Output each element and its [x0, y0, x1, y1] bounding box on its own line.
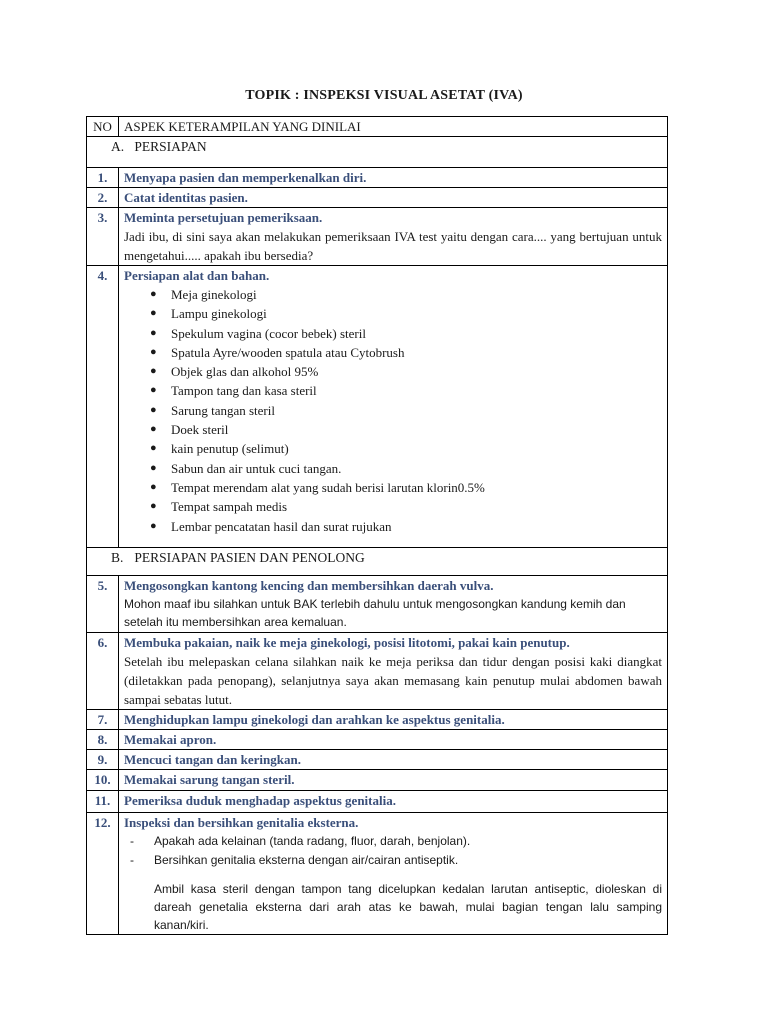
- table-row: [87, 266, 668, 548]
- item-number: 5.: [87, 576, 119, 633]
- table-row: [87, 633, 668, 710]
- item-title: Mengosongkan kantong kencing dan membersihkan daerah vulva.: [124, 578, 494, 593]
- equipment-list: [124, 285, 662, 536]
- item-cell: [119, 813, 668, 935]
- item-title: Menyapa pasien dan memperkenalkan diri.: [119, 168, 668, 188]
- list-item: ● Meja ginekologi: [150, 285, 662, 304]
- list-item: ● Sarung tangan steril: [150, 401, 662, 420]
- item-number: 8.: [87, 730, 119, 750]
- list-item: ● Tempat merendam alat yang sudah berisi larutan klorin0.5%: [150, 478, 662, 497]
- page-title: TOPIK : INSPEKSI VISUAL ASETAT (IVA): [245, 88, 523, 103]
- item-title: Menghidupkan lampu ginekologi dan arahkan ke aspektus genitalia.: [119, 710, 668, 730]
- section-a-row: [87, 137, 668, 168]
- section-b-row: [87, 548, 668, 576]
- item-text: Jadi ibu, di sini saya akan melakukan pemeriksaan IVA test yaitu dengan cara.... yang bertujuan untuk mengetahui..... apakah ibu bersedia?: [124, 229, 662, 263]
- table-row: [87, 770, 668, 791]
- item-title: Meminta persetujuan pemeriksaan.: [124, 210, 323, 225]
- item-cell: [119, 208, 668, 266]
- list-item: ● Lembar pencatatan hasil dan surat rujukan: [150, 517, 662, 536]
- list-item: - Bersihkan genitalia eksterna dengan air/cairan antiseptik.: [130, 851, 662, 870]
- table-row: [87, 576, 668, 633]
- list-item: ● kain penutup (selimut): [150, 439, 662, 458]
- item-title: Catat identitas pasien.: [119, 188, 668, 208]
- section-a-heading: A. PERSIAPAN: [87, 137, 668, 168]
- item-number: 11.: [87, 791, 119, 813]
- list-item: - Apakah ada kelainan (tanda radang, fluor, darah, benjolan).: [130, 832, 662, 851]
- item-cell: [119, 266, 668, 548]
- list-item: ● Spekulum vagina (cocor bebek) steril: [150, 324, 662, 343]
- table-row: [87, 813, 668, 935]
- item-number: 4.: [87, 266, 119, 548]
- table-row: [87, 750, 668, 770]
- item-number: 7.: [87, 710, 119, 730]
- item-number: 3.: [87, 208, 119, 266]
- header-aspek: ASPEK KETERAMPILAN YANG DINILAI: [119, 117, 668, 137]
- item-text: Ambil kasa steril dengan tampon tang dicelupkan kedalan larutan antiseptic, dioleskan di dareah genetalia eksterna dari arah atas ke bawah, mulai bagian tengan lalu samping kanan/kiri.: [154, 882, 662, 932]
- item-cell: [119, 576, 668, 633]
- item-title: Memakai apron.: [119, 730, 668, 750]
- table-row: [87, 710, 668, 730]
- table-row: [87, 188, 668, 208]
- item-number: 12.: [87, 813, 119, 935]
- item-text: Mohon maaf ibu silahkan untuk BAK terlebih dahulu untuk mengosongkan kandung kemih dan setelah itu membersihkan area kemaluan.: [124, 597, 626, 629]
- item-title: Memakai sarung tangan steril.: [119, 770, 668, 791]
- list-item: ● Doek steril: [150, 420, 662, 439]
- list-item: ● Tampon tang dan kasa steril: [150, 381, 662, 400]
- item-title: Inspeksi dan bersihkan genitalia eksterna.: [124, 815, 359, 830]
- item-title: Persiapan alat dan bahan.: [124, 268, 270, 283]
- item-text: Setelah ibu melepaskan celana silahkan naik ke meja periksa dan tidur dengan posisi kaki diangkat (diletakkan pada penopang), selanjutnya saya akan memasang kain penutup mulai abdomen bawah sampai sebatas lutut.: [124, 654, 662, 707]
- list-item: ● Lampu ginekologi: [150, 304, 662, 323]
- item-title: Mencuci tangan dan keringkan.: [119, 750, 668, 770]
- table-row: [87, 168, 668, 188]
- table-row: [87, 791, 668, 813]
- item-number: 10.: [87, 770, 119, 791]
- item-title: Membuka pakaian, naik ke meja ginekologi, posisi litotomi, pakai kain penutup.: [124, 635, 570, 650]
- list-item: ● Tempat sampah medis: [150, 497, 662, 516]
- section-b-heading: B. PERSIAPAN PASIEN DAN PENOLONG: [87, 548, 668, 576]
- item-title: Pemeriksa duduk menghadap aspektus genitalia.: [119, 791, 668, 813]
- item-number: 9.: [87, 750, 119, 770]
- item-number: 6.: [87, 633, 119, 710]
- item-number: 1.: [87, 168, 119, 188]
- item-number: 2.: [87, 188, 119, 208]
- list-item: ● Sabun dan air untuk cuci tangan.: [150, 459, 662, 478]
- item-cell: [119, 633, 668, 710]
- list-item: ● Objek glas dan alkohol 95%: [150, 362, 662, 381]
- table-row: [87, 208, 668, 266]
- assessment-table: [86, 116, 668, 935]
- table-header-row: [87, 117, 668, 137]
- list-item: ● Spatula Ayre/wooden spatula atau Cytobrush: [150, 343, 662, 362]
- header-no: NO: [87, 117, 119, 137]
- table-row: [87, 730, 668, 750]
- inspection-list: [124, 832, 662, 870]
